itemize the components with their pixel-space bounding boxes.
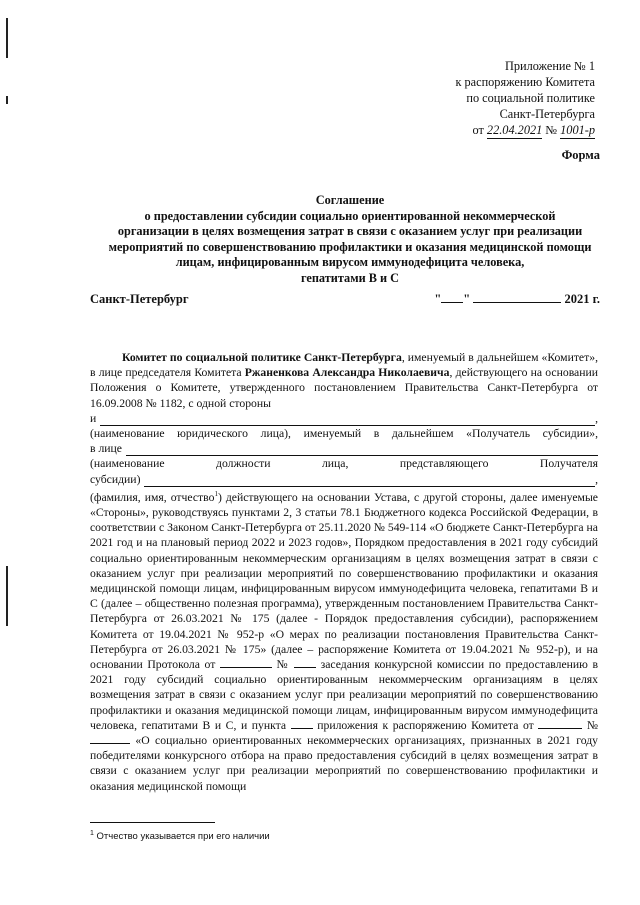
form-label: Форма (561, 148, 600, 162)
recipient-blank-line: субсидии) , (90, 472, 598, 486)
appendix-line: по социальной политике (466, 91, 595, 105)
scan-edge-mark (6, 18, 8, 58)
appendix-block (455, 58, 595, 139)
agreement-body (90, 350, 598, 794)
footnote-divider (90, 822, 215, 823)
appendix-date-line (455, 122, 595, 139)
org-caption: (наименование юридического лица), именуемый в дальнейшем «Получатель субсидии», (90, 427, 598, 441)
paragraph-parties: Комитет по социальной политике Санкт-Петербурга, именуемый в дальнейшем «Комитет», в лице председателя Комитета Ржаненкова Александра Николаевича, действующего на основании Положения о Комитете, утвержденного постановлением Правительства Санкт-Петербурга от 16.09.2008 № 1182, с одной стороны (90, 351, 599, 410)
scan-edge-mark (6, 96, 8, 104)
agreement-date: " " 2021 г. (434, 292, 600, 306)
handwritten-number: 1001-р (560, 123, 595, 137)
month-blank (473, 302, 561, 303)
date-prefix: от (472, 123, 484, 137)
title-line: Соглашение (315, 193, 385, 207)
appendix-line: к распоряжению Комитета (455, 75, 595, 89)
title-line: лицам, инфицированным вирусом иммунодефицита человека, (175, 255, 525, 270)
number-prefix: № (545, 123, 558, 137)
paragraph-grounds: (фамилия, имя, отчество$^1$) действующего на основании Устава, с другой стороны, далее именуемые «Стороны», руководствуясь пунктами 2, 3 статьи 78.1 Бюджетного кодекса Российской Федерации, в соответствии с Законом Санкт-Петербурга от 25.11.2020 № 549-114 «О бюджете Санкт-Петербурга на 2021 год и на плановый период 2022 и 2023 годов», Порядком предоставления в 2021 году субсидий социально ориентированным некоммерческим организациям в целях возмещения затрат в связи с оказанием услуг при реализации мероприятий по совершенствованию профилактики и оказания медицинской помощи лицам, инфицированным вирусом иммунодефицита человека, гепатитами В и С (далее – общественно полезная программа), утвержденным постановлением Правительства Санкт-Петербурга от 26.03.2021 № 175 (далее - Порядок предоставления субсидии), распоряжением Комитета от 19.04.2021 № 952-р «О мерах по реализации постановления Правительства Санкт-Петербурга от 26.03.2021 № 175» (далее – распоряжение Комитета от 19.04.2021 № 952-р), и на основании Протокола от № заседания конкурсной комиссии по предоставлению в 2021 году субсидий социально ориентированным некоммерческим организациям в целях возмещения затрат в связи с оказанием услуг при реализации мероприятий по совершенствованию профилактики и оказания медицинской помощи лицам, инфицированным вирусом иммунодефицита человека, гепатитами В и С, и пункта приложения к распоряжению Комитета от № «О социально ориентированных некоммерческих организациях, признанных в 2021 году победителями конкурсного отбора на право предоставления субсидий в целях возмещения затрат в связи с оказанием услуг при реализации мероприятий по совершенствованию профилактики и оказания медицинской помощи (90, 489, 599, 793)
appendix-line: Приложение № 1 (504, 59, 595, 73)
title-line: организации в целях возмещения затрат в связи с оказанием услуг при реализации (117, 224, 583, 239)
title-line: гепатитами В и С (300, 270, 400, 285)
position-caption: (наименование должности лица, представляющего Получателя (90, 457, 598, 471)
city: Санкт-Петербург (90, 292, 189, 306)
place-date-line (90, 292, 600, 307)
org-name-blank-line: и , (90, 411, 598, 425)
title-line: о предоставлении субсидии социально ориентированной некоммерческой (144, 208, 556, 223)
day-blank (441, 302, 463, 303)
handwritten-date: 22.04.2021 (486, 123, 543, 137)
appendix-line: Санкт-Петербурга (499, 107, 595, 121)
footnote-ref: 1 (214, 489, 218, 498)
year: 2021 г. (564, 292, 600, 306)
title-line: мероприятий по совершенствованию профилактики и оказания медицинской помощи (108, 239, 592, 254)
document-title (80, 193, 620, 287)
footnote: $^1$ Отчество указывается при его наличии (90, 830, 270, 843)
representative-blank-line: в лице (90, 441, 598, 456)
scan-edge-mark (6, 566, 8, 626)
